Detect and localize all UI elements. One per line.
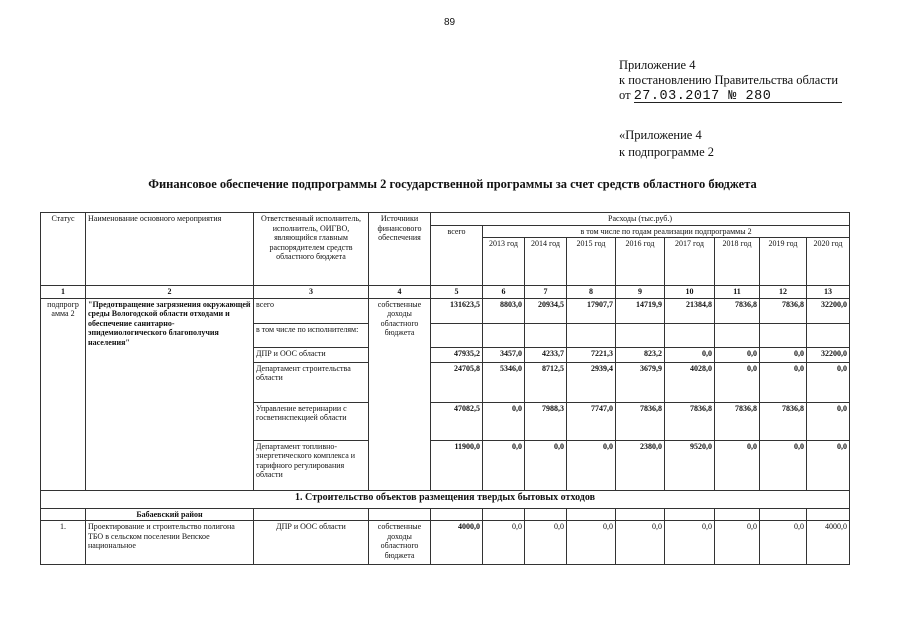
cell-value: 7836,8	[760, 402, 807, 440]
col-number: 5	[431, 286, 483, 299]
cell-value: 0,0	[760, 440, 807, 490]
cell-value: 0,0	[616, 521, 665, 565]
cell-value: 2380,0	[616, 440, 665, 490]
appendix-date: 27.03.2017 № 280	[633, 89, 772, 104]
row-name: Проектирование и строительство полигона ТБО в сельском поселении Вепское национальное	[86, 521, 254, 565]
table-row	[41, 298, 850, 323]
col-number: 7	[525, 286, 567, 299]
cell-value: 20934,5	[525, 298, 567, 323]
cell-value: 0,0	[760, 362, 807, 402]
cell-value: 7836,8	[715, 402, 760, 440]
cell-value: 0,0	[665, 521, 715, 565]
cell-value: 2939,4	[567, 362, 616, 402]
date-underline	[634, 102, 842, 103]
row-responsible: ДПР и ООС области	[254, 521, 369, 565]
col-number: 12	[760, 286, 807, 299]
cell-value: 4233,7	[525, 347, 567, 362]
cell-value: 0,0	[807, 362, 850, 402]
header-by-years: в том числе по годам реализации подпрограммы 2	[483, 225, 850, 238]
header-name: Наименование основного мероприятия	[86, 213, 254, 286]
row-number: 1.	[41, 521, 86, 565]
row-source: собственные доходы областного бюджета	[369, 521, 431, 565]
row-responsible: в том числе по исполнителям:	[254, 323, 369, 347]
cell-value: 5346,0	[483, 362, 525, 402]
header-sources: Источники финансового обеспечения	[369, 213, 431, 286]
cell-value: 47082,5	[431, 402, 483, 440]
cell-value: 0,0	[525, 440, 567, 490]
header-year: 2020 год	[807, 238, 850, 286]
cell-value: 7836,8	[715, 298, 760, 323]
cell-value: 17907,7	[567, 298, 616, 323]
row-responsible: всего	[254, 298, 369, 323]
header-year: 2017 год	[665, 238, 715, 286]
row-responsible: ДПР и ООС области	[254, 347, 369, 362]
row-responsible: Департамент строительства области	[254, 362, 369, 402]
col-number: 4	[369, 286, 431, 299]
appendix-line-2: к постановлению Правительства области	[619, 73, 839, 87]
cell-value: 11900,0	[431, 440, 483, 490]
cell-value: 0,0	[715, 347, 760, 362]
row-source: собственные доходы областного бюджета	[369, 298, 431, 490]
cell-value: 9520,0	[665, 440, 715, 490]
row-responsible: Управление ветеринарии с госветинспекцией области	[254, 402, 369, 440]
header-year: 2018 год	[715, 238, 760, 286]
col-number: 13	[807, 286, 850, 299]
header-responsible: Ответственный исполнитель, исполнитель, ОИГВО, являющийся главным распорядителем средств областного бюджета	[254, 213, 369, 286]
col-number: 8	[567, 286, 616, 299]
row-status: подпрогр амма 2	[41, 298, 86, 490]
col-number: 1	[41, 286, 86, 299]
section-row	[41, 490, 850, 508]
cell-value: 131623,5	[431, 298, 483, 323]
table-row	[41, 521, 850, 565]
cell-value: 4000,0	[431, 521, 483, 565]
cell-value: 8803,0	[483, 298, 525, 323]
header-total: всего	[431, 225, 483, 286]
cell-value: 4028,0	[665, 362, 715, 402]
cell-value: 0,0	[567, 521, 616, 565]
appendix-date-prefix: от	[619, 88, 631, 102]
header-year: 2015 год	[567, 238, 616, 286]
cell-value: 0,0	[760, 521, 807, 565]
cell-value: 47935,2	[431, 347, 483, 362]
cell-value: 7836,8	[616, 402, 665, 440]
cell-value: 0,0	[807, 402, 850, 440]
cell-value: 32200,0	[807, 298, 850, 323]
document-title: Финансовое обеспечение подпрограммы 2 государственной программы за счет средств областного бюджета	[148, 177, 757, 191]
cell-value: 0,0	[567, 440, 616, 490]
header-year: 2014 год	[525, 238, 567, 286]
cell-value: 21384,8	[665, 298, 715, 323]
col-number: 6	[483, 286, 525, 299]
cell-value: 0,0	[483, 521, 525, 565]
cell-value: 14719,9	[616, 298, 665, 323]
appendix-line-5: к подпрограмме 2	[619, 145, 714, 159]
district-name: Бабаевский район	[86, 508, 254, 521]
header-year: 2013 год	[483, 238, 525, 286]
cell-value: 0,0	[525, 521, 567, 565]
header-year: 2019 год	[760, 238, 807, 286]
header-year: 2016 год	[616, 238, 665, 286]
cell-value: 0,0	[807, 440, 850, 490]
cell-value: 7836,8	[665, 402, 715, 440]
col-number: 3	[254, 286, 369, 299]
cell-value: 0,0	[715, 440, 760, 490]
col-number: 2	[86, 286, 254, 299]
row-name: "Предотвращение загрязнения окружающей среды Вологодской области отходами и обеспечение санитарно-эпидемиологического благополучия населения"	[86, 298, 254, 490]
cell-value: 7747,0	[567, 402, 616, 440]
cell-value: 7221,3	[567, 347, 616, 362]
cell-value: 3679,9	[616, 362, 665, 402]
cell-value: 4000,0	[807, 521, 850, 565]
cell-value: 823,2	[616, 347, 665, 362]
district-row	[41, 508, 850, 521]
cell-value: 0,0	[715, 362, 760, 402]
row-responsible: Департамент топливно-энергетического комплекса и тарифного регулирования области	[254, 440, 369, 490]
cell-value: 3457,0	[483, 347, 525, 362]
cell-value: 32200,0	[807, 347, 850, 362]
col-number: 10	[665, 286, 715, 299]
cell-value: 7988,3	[525, 402, 567, 440]
cell-value: 0,0	[760, 347, 807, 362]
cell-value: 7836,8	[760, 298, 807, 323]
cell-value: 8712,5	[525, 362, 567, 402]
cell-value: 0,0	[665, 347, 715, 362]
appendix-line-4: «Приложение 4	[619, 128, 702, 142]
col-number: 11	[715, 286, 760, 299]
financing-table	[40, 212, 850, 565]
cell-value: 24705,8	[431, 362, 483, 402]
header-status: Статус	[41, 213, 86, 286]
cell-value: 0,0	[483, 440, 525, 490]
col-number: 9	[616, 286, 665, 299]
page-number: 89	[444, 17, 456, 28]
cell-value: 0,0	[715, 521, 760, 565]
section-title: 1. Строительство объектов размещения твердых бытовых отходов	[41, 490, 850, 508]
appendix-line-1: Приложение 4	[619, 58, 696, 72]
cell-value: 0,0	[483, 402, 525, 440]
header-expenses: Расходы (тыс.руб.)	[431, 213, 850, 226]
